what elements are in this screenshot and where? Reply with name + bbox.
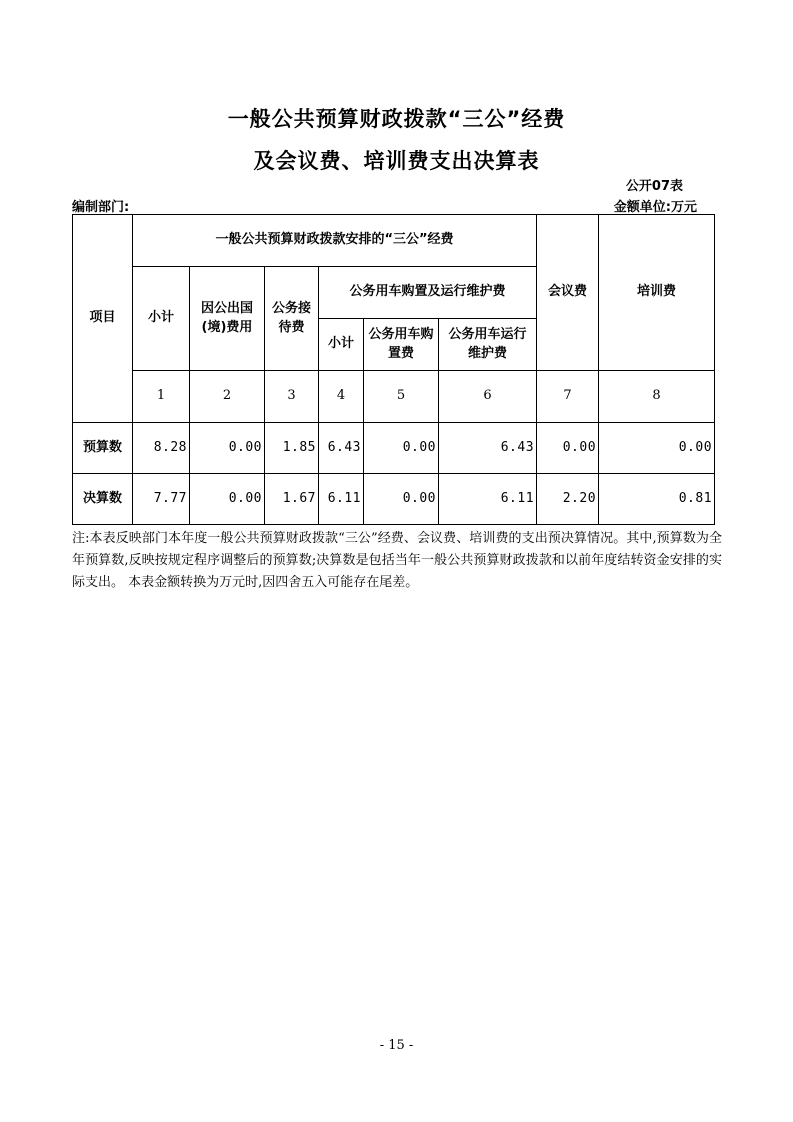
cell-value: 6.43 [319,423,364,474]
header-abroad [190,267,265,371]
cell-value: 0.00 [364,423,439,474]
cell-value: 0.00 [190,423,265,474]
dept-label: 编制部门: [72,200,130,215]
header-vehicle-subtotal: 小计 [319,319,364,371]
header-meeting: 会议费 [537,215,599,371]
header-vehicle-run-text: 公务用车运行维护费 [448,326,527,361]
header-vehicle-run [439,319,537,371]
header-group: 一般公共预算财政拨款安排的“三公”经费 [133,215,537,267]
cell-value: 6.11 [319,474,364,525]
cell-value: 6.43 [439,423,537,474]
col-index: 2 [190,371,265,423]
cell-value: 0.00 [537,423,599,474]
cell-value: 7.77 [133,474,190,525]
header-vehicle-purchase-text: 公务用车购置费 [368,326,434,361]
cell-value: 8.28 [133,423,190,474]
cell-value: 0.00 [190,474,265,525]
col-index: 1 [133,371,190,423]
page-number: - 15 - [379,1038,414,1053]
header-subtotal: 小计 [133,267,190,371]
unit-label: 金额单位:万元 [613,200,697,215]
cell-value: 6.11 [439,474,537,525]
table-note: 注:本表反映部门本年度一般公共预算财政拨款“三公”经费、会议费、培训费的支出预决算情况。其中,预算数为全年预算数,反映按规定程序调整后的预算数;决算数是包括当年一般公共预算财政拨款和以前年度结转资金安排的实际支出。 本表金额转换为万元时,因四舍五入可能存在尾差。 [72,531,722,590]
title-line-2: 及会议费、培训费支出决算表 [253,149,540,173]
cell-value: 1.67 [265,474,319,525]
header-training: 培训费 [599,215,715,371]
expense-table [72,214,715,525]
header-vehicle-purchase [364,319,439,371]
col-index: 3 [265,371,319,423]
row-label: 决算数 [73,474,133,525]
col-index: 5 [364,371,439,423]
header-reception-text: 公务接待费 [271,300,311,335]
cell-value: 0.81 [599,474,715,525]
header-reception [265,267,319,371]
table-row [73,474,715,525]
title-line-1: 一般公共预算财政拨款“三公”经费 [227,107,566,131]
col-index: 6 [439,371,537,423]
col-index: 7 [537,371,599,423]
col-index: 4 [319,371,364,423]
cell-value: 0.00 [364,474,439,525]
cell-value: 1.85 [265,423,319,474]
header-vehicle-group: 公务用车购置及运行维护费 [319,267,537,319]
header-abroad-text: 因公出国(境)费用 [200,300,253,335]
cell-value: 2.20 [537,474,599,525]
col-index: 8 [599,371,715,423]
form-number: 公开07表 [625,179,683,194]
row-label: 预算数 [73,423,133,474]
header-item: 项目 [73,215,133,423]
cell-value: 0.00 [599,423,715,474]
table-row [73,423,715,474]
